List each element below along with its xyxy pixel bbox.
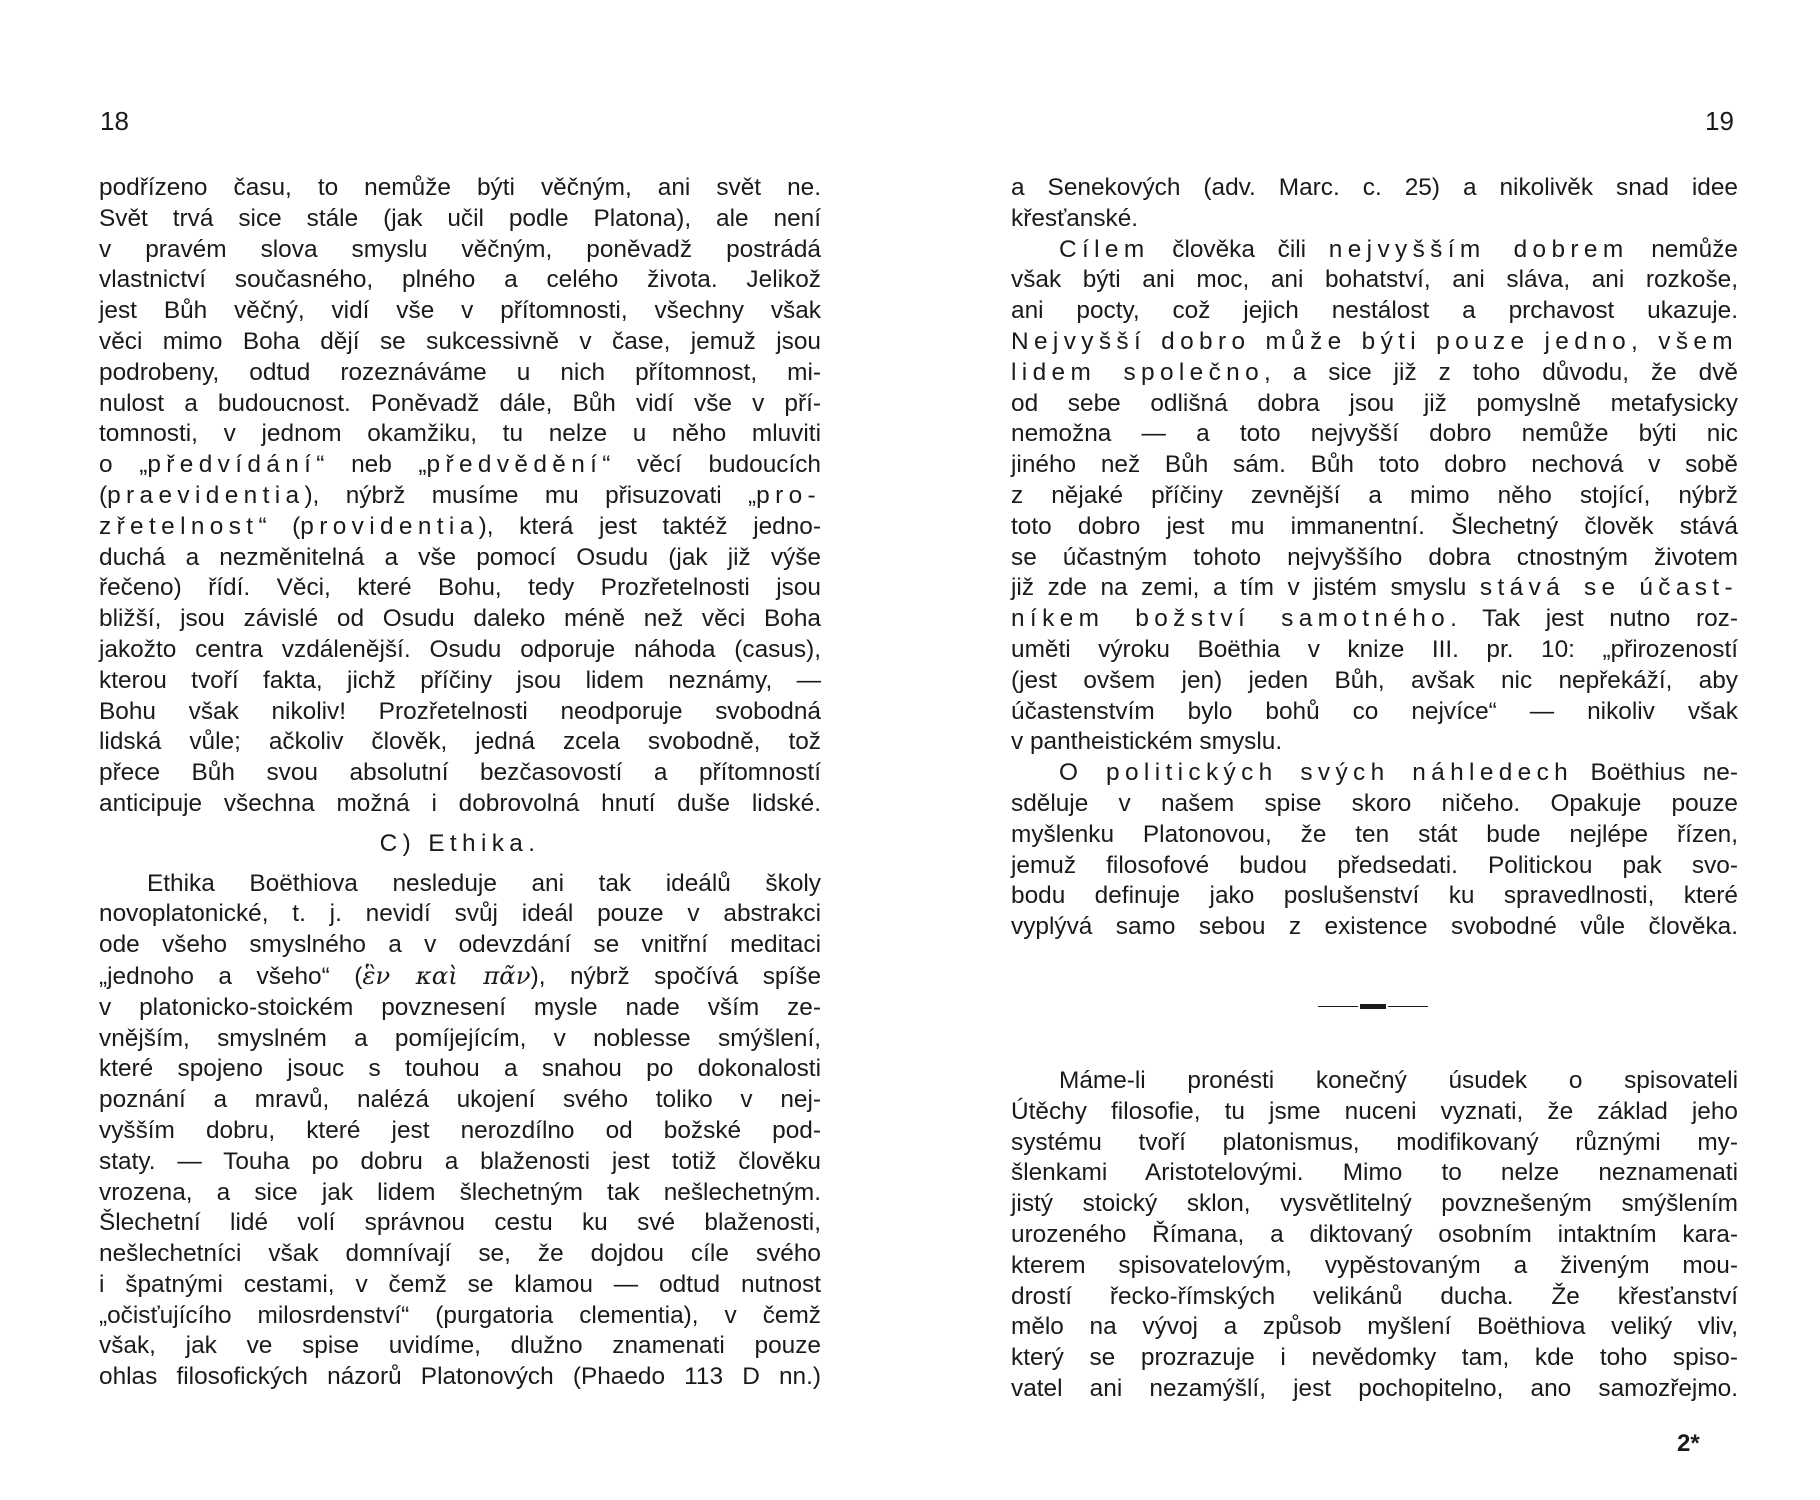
text-line: věci mimo Boha dějí se sukcessivně v čase, jemuž jsou	[99, 327, 821, 355]
text-run: , a sice již z toho důvodu, že dvě	[1264, 358, 1738, 386]
text-line: mělo na vývoj a způsob myšlení Boëthiova veliký vliv,	[1011, 1313, 1738, 1341]
text-line: ohlas filosofických názorů Platonových (Phaedo 113 D nn.)	[99, 1363, 821, 1391]
text-run: již zde na zemi, a tím v jistém smyslu	[1011, 574, 1480, 602]
text-line: i špatnými cestami, v čemž se klamou — odtud nutnost	[99, 1270, 821, 1298]
text-line	[99, 961, 821, 993]
text-line: bodu definuje jako poslušenství ku spravedlnosti, které	[1011, 882, 1738, 910]
text-line: drostí řecko-římských velikánů ducha. Že křesťanství	[1011, 1282, 1738, 1310]
text-line: řečeno) řídí. Věci, které Bohu, tedy Prozřetelnosti jsou	[99, 574, 821, 602]
divider-rule-left	[1318, 1006, 1358, 1007]
text-line: který se prozrazuje i nevědomky tam, kde toho spiso-	[1011, 1344, 1738, 1372]
text-line: od sebe odlišná dobra jsou již pomyslně metafysicky	[1011, 389, 1738, 417]
spaced-term: Cílem	[1059, 235, 1150, 263]
text-line: však býti ani moc, ani bohatství, ani sláva, ani rozkoše,	[1011, 266, 1738, 294]
text-line: toto dobro jest mu immanentní. Šlechetný člověk stává	[1011, 512, 1738, 540]
text-line: „očisťujícího milosrdenství“ (purgatoria clementia), v čemž	[99, 1301, 821, 1329]
text-line: kterou tvoří fakta, jichž příčiny jsou lidem neznámy, —	[99, 666, 821, 694]
text-line: jest Bůh věčný, vidí vše v přítomnosti, všechny však	[99, 297, 821, 325]
text-line: poznání a mravů, nalézá ukojení svého toliko v nej-	[99, 1086, 821, 1114]
spaced-term: O politických svých náhledech	[1059, 759, 1574, 787]
text-run: “ (	[258, 512, 301, 540]
page-number-right: 19	[1705, 106, 1734, 136]
spaced-term: nejvyšším dobrem	[1328, 235, 1629, 263]
text-line: Šlechetní lidé volí správnou cestu ku své blaženosti,	[99, 1209, 821, 1237]
text-line: z nějaké příčiny zevnější a mimo něho stojící, nýbrž	[1011, 481, 1738, 509]
text-run: ), nýbrž musíme mu přisuzovati „	[304, 481, 757, 509]
text-line: urozeného Římana, a diktovaný osobním intaktním kara-	[1011, 1220, 1738, 1248]
spaced-term: lidem společno	[1011, 358, 1265, 386]
right-page-conclusion	[1011, 1066, 1738, 1405]
text-line: Nejvyšší dobro může býti pouze jedno, všem	[1011, 327, 1738, 355]
signature-mark: 2*	[1677, 1430, 1700, 1457]
spaced-term: stává se účast-	[1479, 574, 1738, 602]
divider-bar	[1360, 1004, 1386, 1009]
text-line: jistý stoický sklon, vysvětlitelný povznešeným smýšlením	[1011, 1190, 1738, 1218]
text-line: vlastnictví současného, plného a celého života. Jelikož	[99, 266, 821, 294]
page-number-left: 18	[100, 106, 129, 136]
text-line: nemožna — a toto nejvyšší dobro nemůže býti nic	[1011, 420, 1738, 448]
section-divider-ornament	[1318, 1000, 1428, 1014]
text-line: (jest ovšem jen) jeden Bůh, avšak nic nepřekáží, aby	[1011, 666, 1738, 694]
text-line	[1011, 235, 1738, 266]
spaced-term: níkem božství samotného	[1011, 605, 1451, 633]
text-line: účastenstvím bylo bohů co nejvíce“ — nikoliv však	[1011, 697, 1738, 725]
text-line: systému tvoří platonismus, modifikovaný různými my-	[1011, 1128, 1738, 1156]
text-line: podrobeny, odtud rozeznáváme u nich přítomnost, mi-	[99, 358, 821, 386]
text-line: v platonicko-stoickém povznesení mysle nade vším ze-	[99, 993, 821, 1021]
text-line: sděluje v našem spise skoro ničeho. Opakuje pouze	[1011, 789, 1738, 817]
spaced-term: zřetelnost	[99, 512, 259, 540]
text-line: nulost a budoucnost. Poněvadž dále, Bůh vidí vše v pří-	[99, 389, 821, 417]
text-line: a Senekových (adv. Marc. c. 25) a nikolivěk snad idee	[1011, 174, 1738, 201]
text-line: v pravém slova smyslu věčným, poněvadž postrádá	[99, 235, 821, 263]
text-line: anticipuje všechna možná i dobrovolná hnutí duše lidské.	[99, 789, 821, 817]
text-run: člověka čili	[1149, 235, 1329, 263]
text-line	[99, 512, 821, 543]
text-line: myšlenku Platonovou, že ten stát bude nejlépe řízen,	[1011, 820, 1738, 848]
text-line: uměti výroku Boëthia v knize III. pr. 10: „přirozeností	[1011, 635, 1738, 663]
text-line	[1011, 758, 1738, 789]
text-line: které spojeno jsouc s touhou a snahou po dokonalosti	[99, 1055, 821, 1083]
text-line	[99, 481, 821, 512]
text-line	[1011, 604, 1738, 635]
text-line: vyplývá samo sebou z existence svobodné vůle člověka.	[1011, 913, 1738, 941]
text-line: se účastným tohoto nejvyššího dobra ctnostným životem	[1011, 543, 1738, 571]
spaced-term: předvídání	[147, 451, 317, 479]
left-page-text	[99, 173, 821, 1393]
text-run: ), nýbrž spočívá spíše	[530, 962, 822, 990]
text-line	[1011, 573, 1738, 604]
text-line: lidská vůle; ačkoliv člověk, jedná zcela svobodně, tož	[99, 728, 821, 756]
text-line: novoplatonické, t. j. nevidí svůj ideál pouze v abstrakci	[99, 900, 821, 928]
text-line: však, jak ve spise uvidíme, dlužno znamenati pouze	[99, 1332, 821, 1360]
text-line: jiného než Bůh sám. Bůh toto dobro nechová v sobě	[1011, 451, 1738, 479]
text-run: Boëthius ne-	[1573, 759, 1738, 787]
text-line: duchá a nezměnitelná a vše pomocí Osudu (jak již výše	[99, 543, 821, 571]
text-line: kterem spisovatelovým, vypěstovaným a živeným mou-	[1011, 1251, 1738, 1279]
text-line: ani pocty, což jejich nestálost a prchavost ukazuje.	[1011, 297, 1738, 325]
greek-phrase: ἓν καὶ πᾶν	[362, 960, 531, 990]
text-run: „jednoho a všeho“ (	[99, 962, 363, 990]
text-line: podřízeno času, to nemůže býti věčným, ani svět ne.	[99, 174, 821, 201]
text-line: vnějším, smyslném a pomíjejícím, v noblesse smýšlení,	[99, 1024, 821, 1052]
text-line: přece Bůh svou absolutní bezčasovostí a přítomností	[99, 759, 821, 787]
spaced-term: pro-	[756, 481, 821, 509]
text-line: v pantheistickém smyslu.	[1011, 728, 1283, 756]
text-line: bližší, jsou závislé od Osudu daleko méně než věci Boha	[99, 605, 821, 633]
section-heading: C) Ethika.	[379, 829, 541, 857]
text-line: vrozena, a sice jak lidem šlechetným tak nešlechetným.	[99, 1178, 821, 1206]
text-line: jakožto centra vzdálenější. Osudu odporuje náhoda (casus),	[99, 635, 821, 663]
text-run: ), která jest taktéž jedno-	[478, 512, 821, 540]
text-line: Ethika Boëthiova nesleduje ani tak ideálů školy	[147, 869, 821, 897]
text-run: “ věcí budoucích	[602, 451, 821, 479]
text-line	[99, 450, 821, 481]
text-line: šlenkami Aristotelovými. Mimo to nelze neznamenati	[1011, 1159, 1738, 1187]
text-line	[1011, 358, 1738, 389]
spaced-term: providentia	[300, 512, 479, 540]
text-line: Máme-li pronésti konečný úsudek o spisovateli	[1059, 1067, 1738, 1094]
text-line: jemuž filosofové budou předsedati. Politickou pak svo-	[1011, 851, 1738, 879]
divider-rule-right	[1388, 1006, 1428, 1007]
text-line: tomnosti, v jednom okamžiku, tu nelze u něho mluviti	[99, 420, 821, 448]
text-line: staty. — Touha po dobru a blaženosti jest totiž člověku	[99, 1147, 821, 1175]
spaced-term: předvědění	[426, 451, 603, 479]
text-line: ode všeho smyslného a v odevzdání se vnitřní meditaci	[99, 931, 821, 959]
right-page-text	[1011, 173, 1738, 943]
text-line: vatel ani nezamýšlí, jest pochopitelno, ano samozřejmo.	[1011, 1374, 1738, 1402]
text-line: Útěchy filosofie, tu jsme nuceni vyznati, že základ jeho	[1011, 1097, 1738, 1125]
text-line: křesťanské.	[1011, 204, 1139, 232]
spaced-term: praevidentia	[107, 481, 305, 509]
text-line: nešlechetníci však domnívají se, že dojdou cíle svého	[99, 1240, 821, 1268]
text-run: . Tak jest nutno roz-	[1450, 605, 1738, 633]
text-run: o „	[99, 451, 148, 479]
text-run: nemůže	[1628, 235, 1738, 263]
text-run: (	[99, 481, 108, 509]
text-line: Bohu však nikoliv! Prozřetelnosti neodporuje svobodná	[99, 697, 821, 725]
text-line: vyšším dobru, které jest nerozdílno od božské pod-	[99, 1116, 821, 1144]
text-run: “ neb „	[316, 451, 427, 479]
text-line: Svět trvá sice stále (jak učil podle Platona), ale není	[99, 204, 821, 232]
